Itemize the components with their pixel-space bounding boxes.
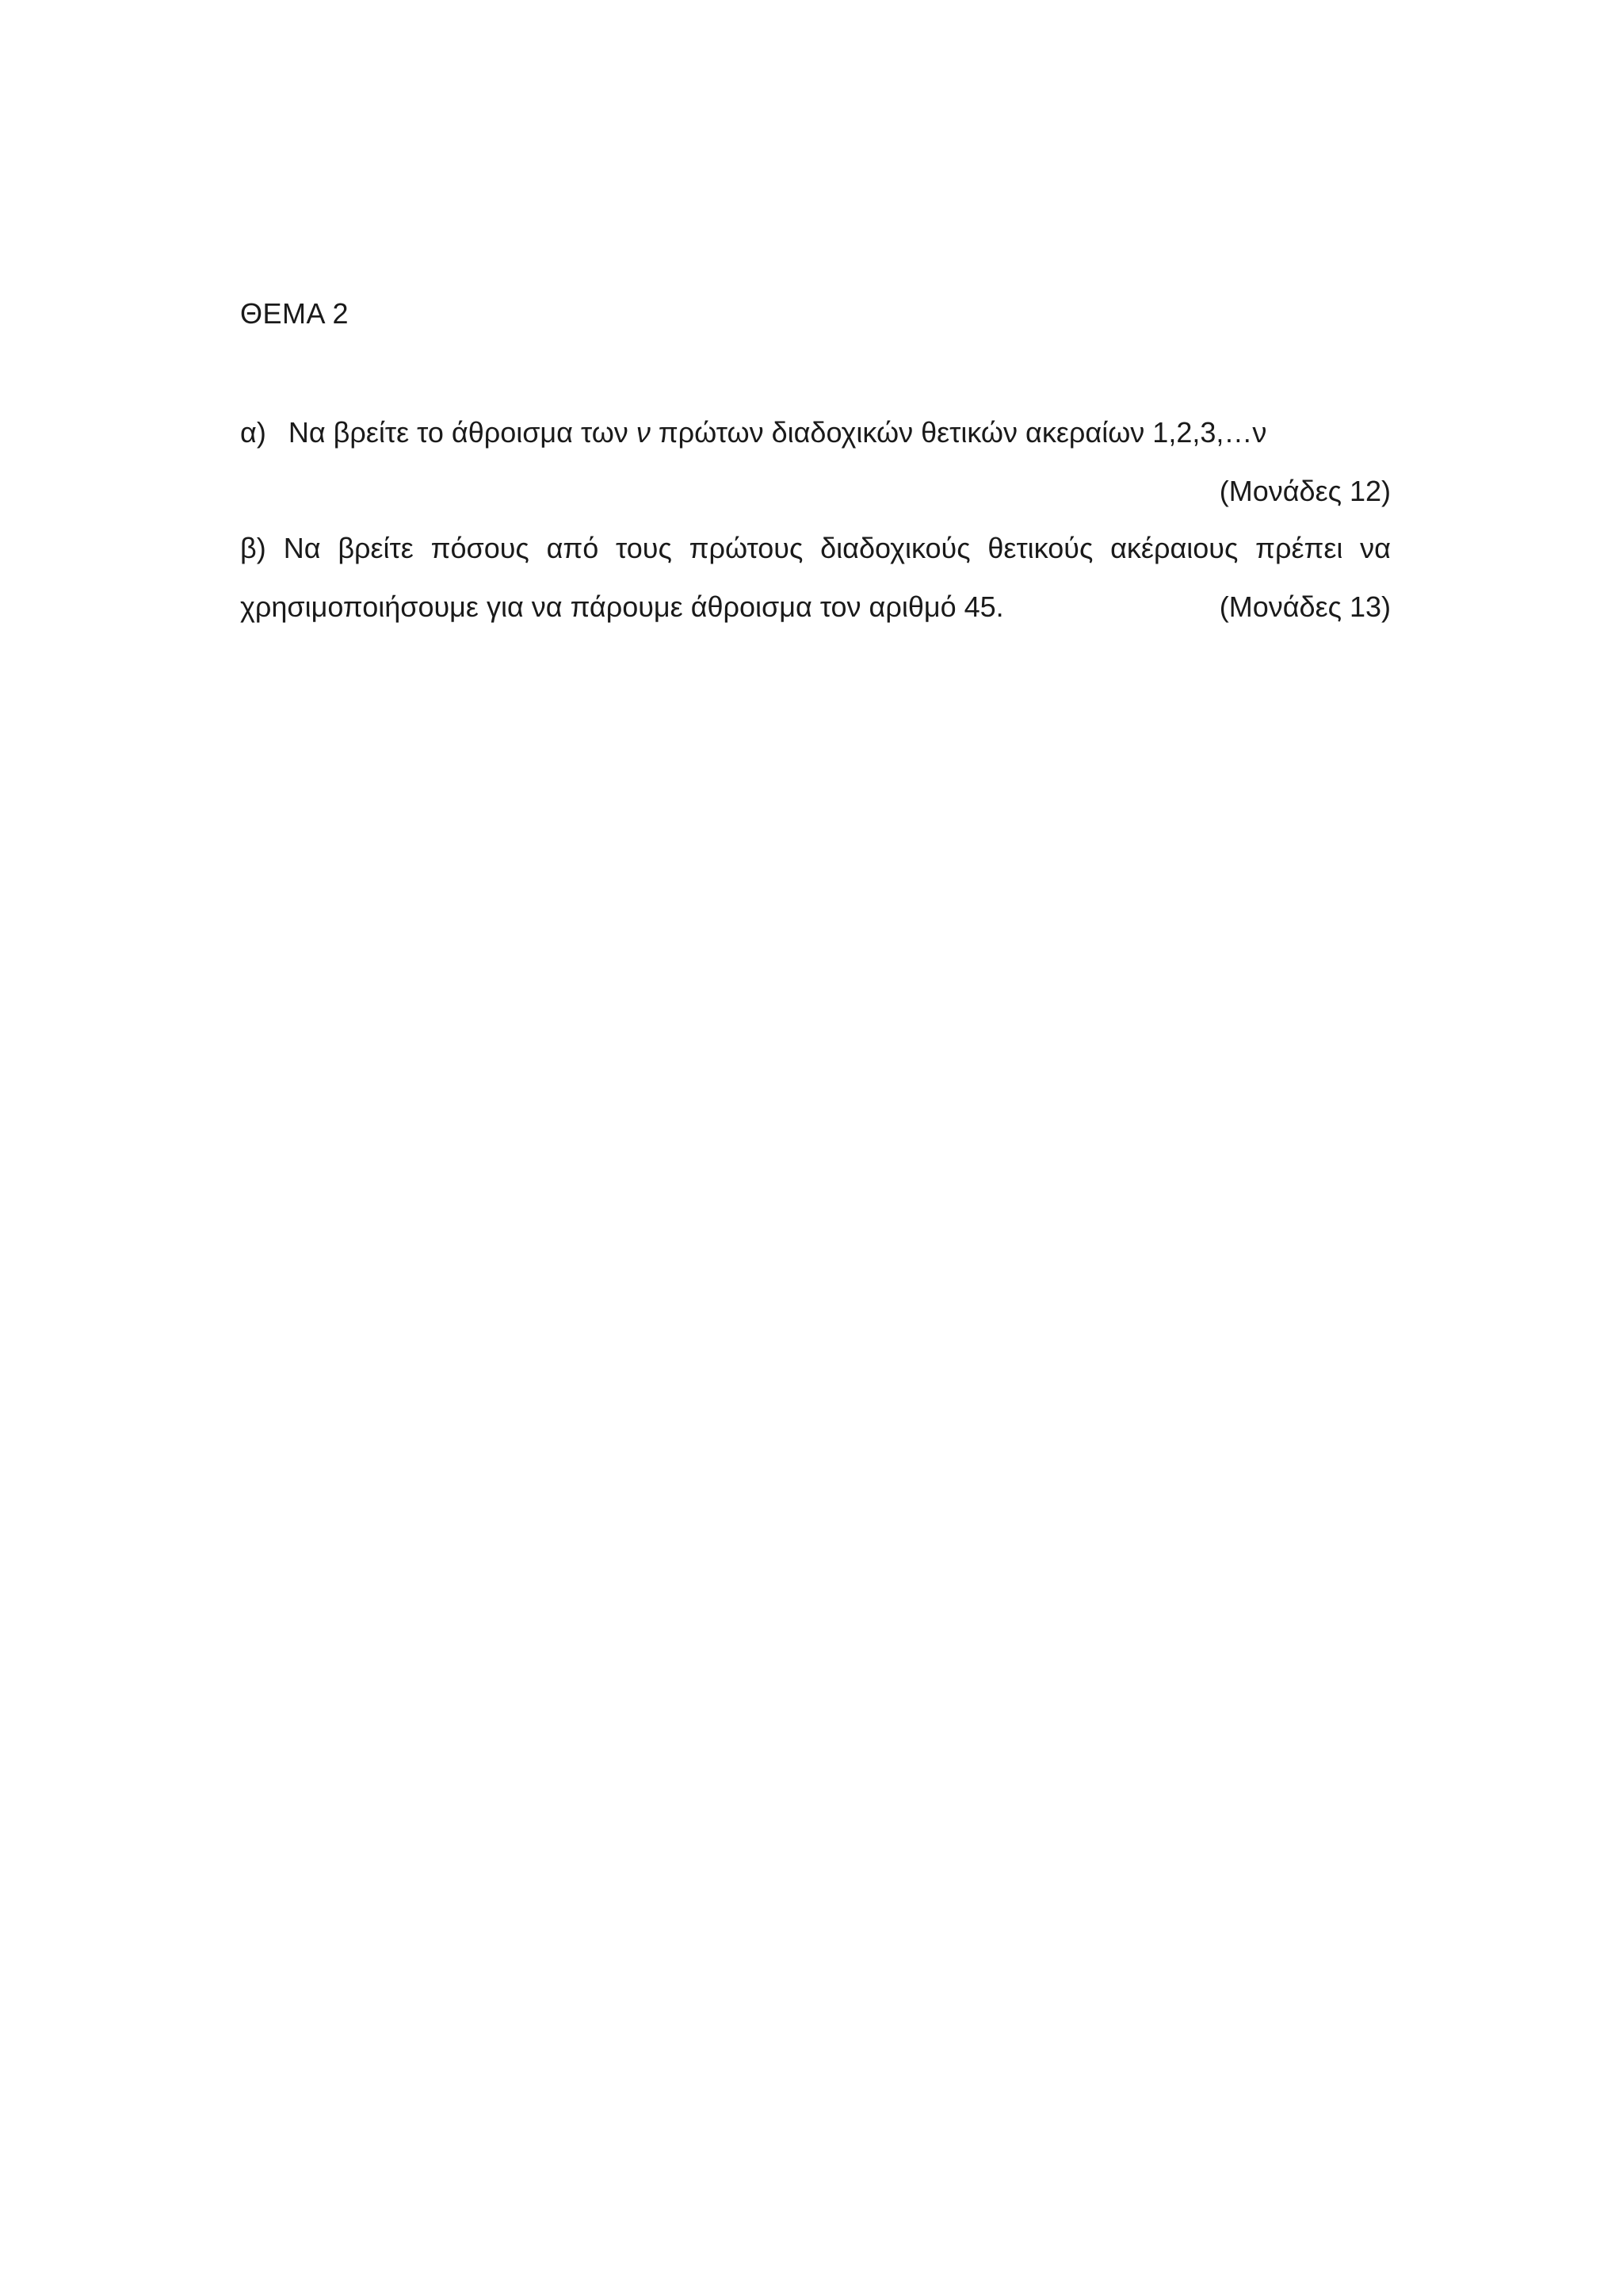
question-b-text-line-1: Να βρείτε πόσους από τους πρώτους διαδοχικούς θετικούς ακέραιους πρέπει να (283, 532, 1391, 564)
question-a-variable: ν (636, 416, 651, 449)
question-b-line-1 (240, 531, 1391, 566)
exam-topic-heading: ΘΕΜΑ 2 (240, 297, 349, 330)
question-b-points: (Μονάδες 13) (1219, 590, 1391, 623)
question-b-text-line-2: χρησιμοποιήσουμε για να πάρουμε άθροισμα τον αριθμό 45. (240, 590, 1004, 623)
question-b-label: β) (240, 532, 266, 564)
question-b (240, 531, 1391, 625)
question-a-text-end: πρώτων διαδοχικών θετικών ακεραίων 1,2,3,…ν (658, 416, 1267, 449)
question-a-text-start: Να βρείτε το άθροισμα των (288, 416, 628, 449)
question-a-points: (Μονάδες 12) (1219, 475, 1391, 507)
question-a-label: α) (240, 416, 266, 449)
question-a (240, 415, 1391, 450)
question-b-line-2 (240, 590, 1391, 625)
